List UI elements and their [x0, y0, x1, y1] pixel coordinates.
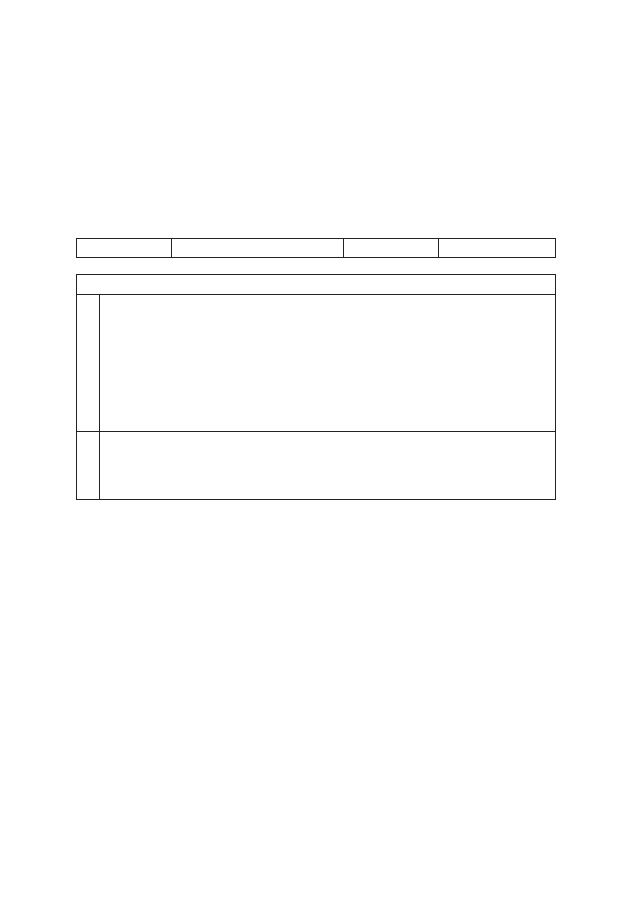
table-divider — [438, 238, 439, 258]
decision-column-divider — [99, 294, 100, 500]
decision-table — [76, 274, 556, 500]
table-divider — [343, 238, 344, 258]
decision-header-divider — [76, 294, 556, 295]
table-divider — [171, 238, 172, 258]
decision-row-divider — [76, 431, 556, 432]
insured-info-table — [76, 238, 556, 258]
